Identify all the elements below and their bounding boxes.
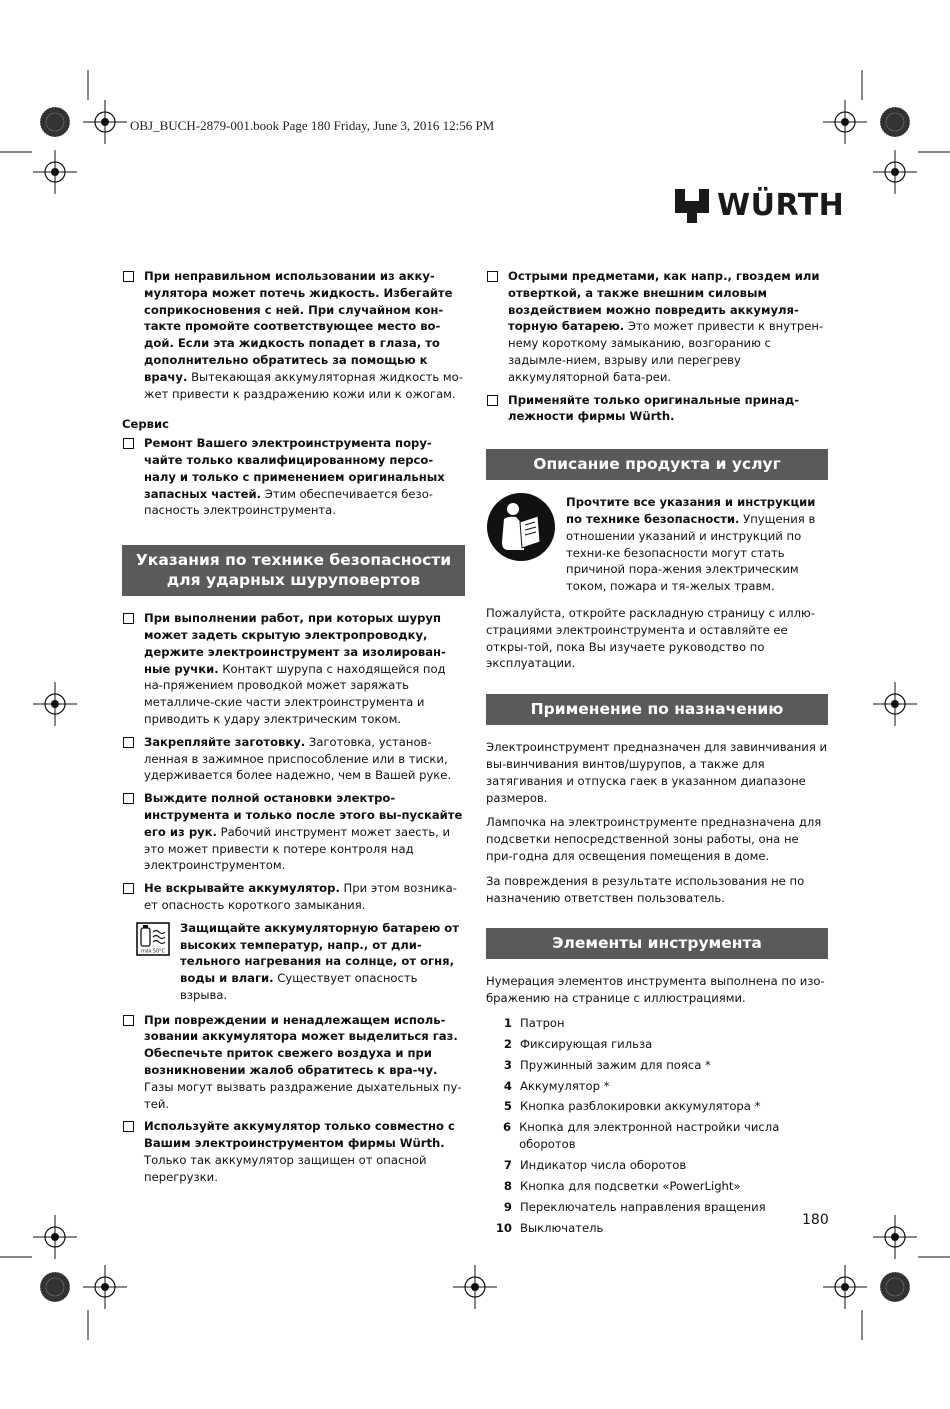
- list-item: [486, 1098, 828, 1115]
- list-item: [486, 1036, 828, 1053]
- item-bold-text: Прочтите все указания и инструкции по технике безопасности.: [566, 495, 816, 526]
- item-bold-text: При неправильном использовании из акку-мулятора может потечь жидкость. Избегайте соприкосновения с ней. При случайном кон-такте промойте соответствующее место во-дой. Если эта жидкость попадет в глаза, то дополнительно обратитесь за помощью к врачу.: [144, 269, 453, 384]
- wurth-logo-text: WÜRTH: [717, 188, 845, 223]
- item-bold-text: Защищайте аккумуляторную батарею от высоких температур, напр., от дли-тельного нагревания на солнце, от огня, воды и влаги.: [180, 920, 459, 986]
- item-label: Индикатор числа оборотов: [520, 1158, 687, 1173]
- heat-icon-label: max 50°C: [141, 949, 165, 955]
- list-item: [122, 880, 465, 914]
- list-item: [486, 268, 828, 386]
- wurth-logo: [675, 188, 844, 223]
- checkbox-bullet-icon: [487, 395, 498, 406]
- item-text: Этим обеспечивается безо-пасность электроинструмента.: [144, 486, 433, 518]
- item-number: 7: [503, 1158, 512, 1173]
- item-text: Рабочий инструмент может заесть, и это может привести к потере контроля над электроинструментом.: [144, 824, 451, 873]
- item-number: 9: [503, 1199, 512, 1214]
- item-number: 5: [503, 1099, 512, 1114]
- item-bold-text: Острыми предметами, как напр., гвоздем или отверткой, а также внешним силовым воздействием можно повредить аккумуля-торную батарею.: [508, 269, 820, 334]
- item-label: Кнопка для подсветки «PowerLight»: [520, 1178, 741, 1193]
- list-item: [486, 1220, 828, 1237]
- paragraph: Лампочка на электроинструменте предназначена для подсветки непосредственной зоны работы, она не при-годна для освещения помещения в доме.: [486, 815, 822, 863]
- item-text: При этом возника-ет опасность короткого замыкания.: [144, 881, 457, 912]
- checkbox-bullet-icon: [123, 613, 134, 624]
- list-item: [486, 1119, 828, 1153]
- heat-warning-icon: [136, 922, 170, 956]
- section-title-intended-use: Применение по назначению: [486, 694, 828, 725]
- item-text: Упущения в отношении указаний и инструкций по техни-ке безопасности могут стать причиной пора-жения электрическим током, пожара и тя-желых травм.: [566, 511, 816, 594]
- components-list: [486, 1015, 828, 1237]
- item-text: Только так аккумулятор защищен от опасной перегрузки.: [144, 1153, 427, 1184]
- item-text: Заготовка, установ-ленная в зажимное приспособление или в тиски, удерживается более надежно, чем в Вашей руке.: [144, 734, 452, 783]
- list-item: [122, 1012, 465, 1113]
- paragraph: Нумерация элементов инструмента выполнена по изо-бражению на странице с иллюстрациями.: [486, 974, 825, 1006]
- item-label: Пружинный зажим для пояса *: [520, 1057, 711, 1072]
- item-text: Существует опасность взрыва.: [180, 971, 418, 1002]
- item-bold-text: Выждите полной остановки электро-инструмента и только после этого вы-пускайте его из рук.: [144, 791, 463, 839]
- checkbox-bullet-icon: [123, 271, 134, 282]
- item-label: Выключатель: [520, 1220, 604, 1235]
- item-number: 1: [503, 1015, 512, 1030]
- item-number: 2: [503, 1036, 512, 1051]
- wurth-logo-icon: [675, 189, 709, 223]
- list-item: [486, 392, 828, 426]
- item-number: 10: [495, 1220, 512, 1235]
- paragraph: За повреждения в результате использования не по назначению ответствен пользователь.: [486, 873, 805, 905]
- section-title-product-description: Описание продукта и услуг: [486, 449, 828, 480]
- item-bold-text: При повреждении и ненадлежащем исполь-зовании аккумулятора может выделиться газ. Обеспечьте приток свежего воздуха и при возникновении жалоб обратитесь к вра-чу.: [144, 1012, 458, 1078]
- checkbox-bullet-icon: [123, 1121, 134, 1132]
- list-item: [122, 790, 465, 874]
- checkbox-bullet-icon: [123, 438, 134, 449]
- page-number: 180: [802, 1212, 829, 1228]
- list-item: [486, 1078, 828, 1095]
- read-manual-icon: [486, 492, 556, 562]
- item-bold-text: При выполнении работ, при которых шуруп может задеть скрытую электропроводку, держите электроинструмент за изолирован-ные ручки.: [144, 611, 446, 676]
- item-label: Кнопка разблокировки аккумулятора *: [520, 1099, 761, 1114]
- item-label: Фиксирующая гильза: [520, 1036, 653, 1051]
- item-label: Аккумулятор *: [520, 1078, 610, 1093]
- item-text: Вытекающая аккумуляторная жидкость мо-жет привести к раздражению кожи или к ожогам.: [144, 369, 463, 401]
- item-number: 4: [503, 1078, 512, 1093]
- paragraph: Пожалуйста, откройте раскладную страницу с иллю-страциями электроинструмента и оставляйте ее откры-той, пока Вы изучаете руководство по эксплуатации.: [486, 605, 815, 671]
- item-bold-text: Применяйте только оригинальные принад-лежности фирмы Würth.: [508, 392, 800, 424]
- item-number: 6: [502, 1120, 512, 1135]
- list-item: [486, 1199, 828, 1216]
- item-number: 3: [503, 1057, 512, 1072]
- left-column: [122, 268, 465, 1192]
- item-text: Газы могут вызвать раздражение дыхательных пу-тей.: [144, 1079, 462, 1111]
- item-label: Переключатель направления вращения: [520, 1199, 766, 1214]
- checkbox-bullet-icon: [123, 883, 134, 894]
- item-bold-text: Закрепляйте заготовку.: [144, 734, 306, 749]
- list-item: [122, 1118, 465, 1185]
- heat-warning: [122, 920, 465, 1004]
- item-text: Контакт шурупа с находящейся под на-пряжением проводкой может заряжать металличе-ские части электроинструмента и приводить к удару электрическим током.: [144, 661, 446, 726]
- item-bold-text: Не вскрывайте аккумулятор.: [144, 881, 340, 896]
- list-item: [486, 1178, 828, 1195]
- checkbox-bullet-icon: [123, 793, 134, 804]
- list-item: [122, 610, 465, 728]
- item-bold-text: Используйте аккумулятор только совместно с Вашим электроинструментом фирмы Würth.: [144, 1119, 455, 1151]
- list-item: [486, 1057, 828, 1074]
- item-bold-text: Ремонт Вашего электроинструмента пору-чайте только квалифицированному персо-налу и только с применением оригинальных запасных частей.: [144, 436, 445, 501]
- section-title-safety: Указания по технике безопасности для ударных шуруповертов: [122, 545, 465, 596]
- paragraph: Электроинструмент предназначен для завинчивания и вы-винчивания винтов/шурупов, а также для затягивания и отпуска гаек в указанном диапазоне размеров.: [486, 740, 828, 805]
- right-column: [486, 268, 828, 1241]
- service-heading: Сервис: [122, 417, 170, 432]
- book-header-line: OBJ_BUCH-2879-001.book Page 180 Friday, June 3, 2016 12:56 PM: [130, 118, 495, 133]
- section-title-tool-elements: Элементы инструмента: [486, 928, 828, 959]
- item-text: Это может привести к внутрен-нему короткому замыканию, возгоранию с задымле-нием, взрыву или перегреву аккумуляторной бата-реи.: [508, 319, 824, 384]
- checkbox-bullet-icon: [123, 1015, 134, 1026]
- list-item: [122, 435, 465, 519]
- read-instructions-note: [486, 494, 828, 595]
- item-label: Патрон: [520, 1015, 565, 1030]
- item-number: 8: [503, 1178, 512, 1193]
- item-label: Кнопка для электронной настройки числа оборотов: [519, 1120, 780, 1152]
- checkbox-bullet-icon: [487, 271, 498, 282]
- list-item: [486, 1157, 828, 1174]
- list-item: [486, 1015, 828, 1032]
- checkbox-bullet-icon: [123, 737, 134, 748]
- list-item: [122, 734, 465, 784]
- list-item: [122, 268, 465, 402]
